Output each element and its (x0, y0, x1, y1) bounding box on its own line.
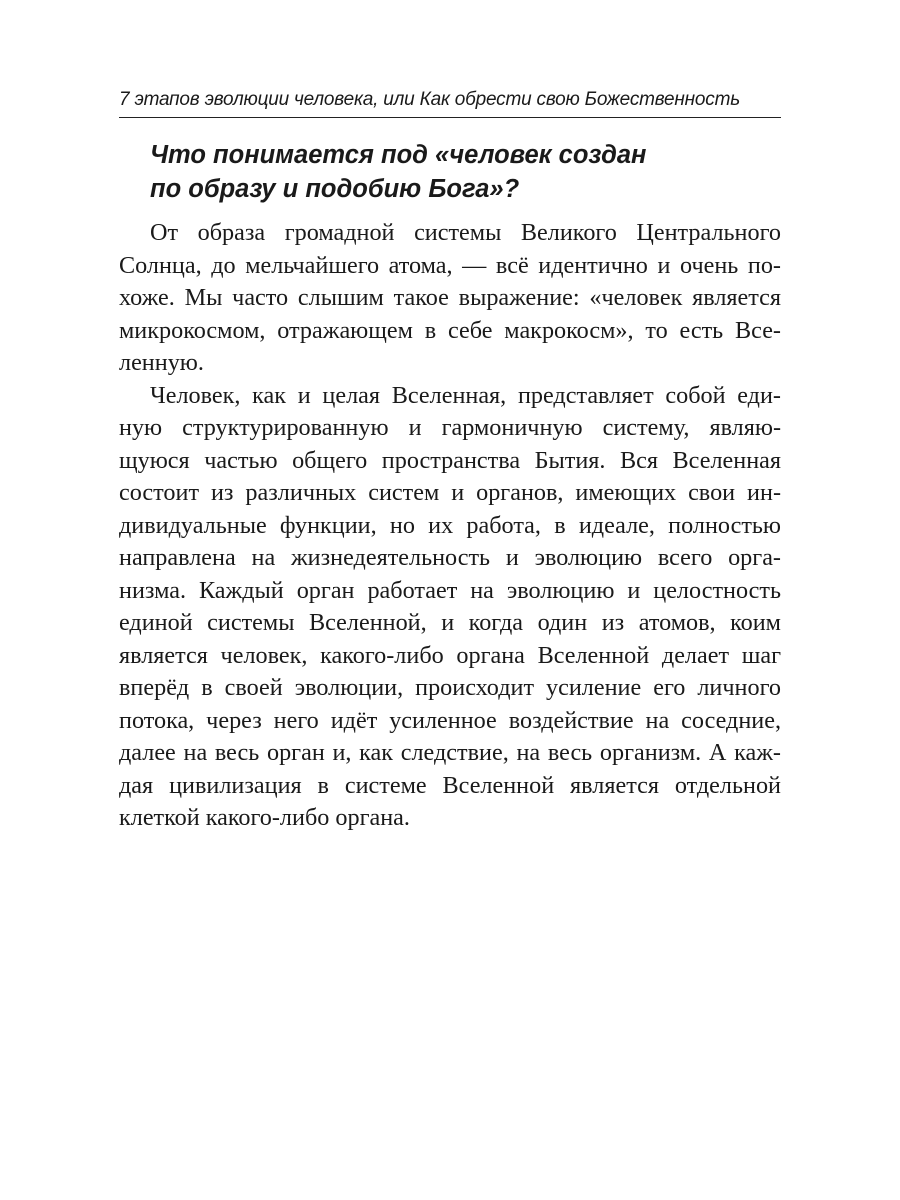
text-line: единой системы Вселенной, и когда один из атомов, коим (119, 609, 781, 636)
text-line: От образа громадной системы Великого Центрального (150, 219, 781, 246)
text-line: ную структурированную и гармоничную систему, являю- (119, 414, 781, 441)
body-text (119, 217, 781, 835)
header-rule (119, 117, 781, 118)
text-line: состоит из различных систем и органов, имеющих свои ин- (119, 479, 781, 506)
text-line: потока, через него идёт усиленное воздействие на соседние, (119, 706, 781, 734)
paragraph-1 (119, 217, 781, 380)
section-heading-line: по образу и подобию Бога»? (150, 175, 520, 203)
text-line: вперёд в своей эволюции, происходит усиление его личного (119, 674, 781, 701)
text-line: Человек, как и целая Вселенная, представляет собой еди- (150, 381, 781, 409)
text-line: клеткой какого-либо органа. (119, 804, 410, 831)
paragraph-2 (119, 380, 781, 835)
text-line: ленную. (119, 349, 204, 376)
text-line: низма. Каждый орган работает на эволюцию и целостность (119, 576, 781, 604)
section-heading (150, 138, 781, 206)
text-line: дивидуальные функции, но их работа, в идеале, полностью (119, 511, 781, 539)
text-line: направлена на жизнедеятельность и эволюцию всего орга- (119, 544, 781, 571)
text-line: Солнца, до мельчайшего атома, — всё идентично и очень по- (119, 251, 781, 279)
text-line: дая цивилизация в системе Вселенной является отдельной (119, 771, 781, 799)
text-line: щуюся частью общего пространства Бытия. Вся Вселенная (119, 446, 781, 474)
text-line: микрокосмом, отражающем в себе макрокосм», то есть Все- (119, 316, 781, 344)
text-line: далее на весь орган и, как следствие, на весь организм. А каж- (119, 739, 781, 766)
text-line: хоже. Мы часто слышим такое выражение: «человек является (119, 284, 781, 311)
section-heading-line: Что понимается под «человек создан (150, 141, 647, 169)
text-line: является человек, какого-либо органа Вселенной делает шаг (119, 641, 781, 669)
running-header: 7 этапов эволюции человека, или Как обрести свою Божественность (119, 89, 741, 110)
